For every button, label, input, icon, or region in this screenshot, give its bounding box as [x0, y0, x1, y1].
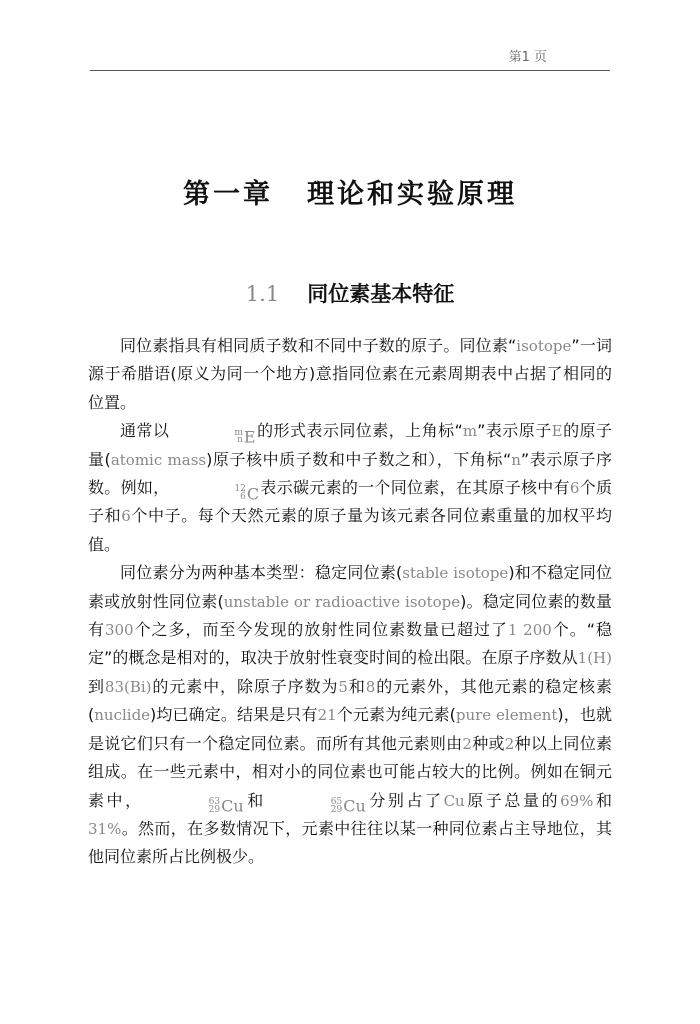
isotope-notation-copper-63: 63 29Cu	[208, 796, 244, 816]
paragraph-3: 同位素分为两种基本类型：稳定同位素(stable isotope)和不稳定同位素或放射性同位素(unstable or radioactive isotope)。稳定同位素的数量有300个之多，而至今发现的放射性同位素数量已超过了1 200个。“稳定”的概念是相对的，取决于放射性衰变时间的检出限。在原子序数从1(H)到83(Bi)的元素中，除原子序数为5和8的元素外，其他元素的稳定核素(nuclide)均已确定。结果是只有21个元素为纯元素(pure element)，也就是说它们只有一个稳定同位素。而所有其他元素则由2种或2种以上同位素组成。在一些元素中，相对小的同位素也可能占较大的比例。例如在铜元素中， 63 29Cu和 65 29Cu分别占了Cu原子总量的69%和31%。然而，在多数情况下，元素中往往以某一种同位素占主导地位，其他同位素所占比例极少。	[88, 563, 612, 867]
chapter-heading	[0, 172, 700, 211]
isotope-notation-copper-65: 65 29Cu	[330, 796, 366, 816]
page-number: 第1 页	[508, 50, 547, 65]
section-title: 同位素基本特征	[307, 282, 455, 306]
section-heading	[0, 278, 700, 308]
isotope-notation-carbon-12: 12 6C	[234, 484, 260, 504]
isotope-notation-general: m nE	[234, 427, 256, 447]
paragraph-1: 同位素指具有相同质子数和不同中子数的原子。同位素“isotope”一词源于希腊语(原义为同一个地方)意指同位素在元素周期表中占据了相同的位置。	[88, 336, 612, 412]
chapter-title: 理论和实验原理	[307, 179, 517, 210]
body-text	[88, 332, 612, 872]
section-number: 1.1	[245, 282, 280, 306]
chapter-label: 第一章	[183, 179, 273, 210]
page-header	[90, 44, 610, 71]
paragraph-2: 通常以 m nE的形式表示同位素，上角标“m”表示原子E的原子量(atomic mass)原子核中质子数和中子数之和），下角标“n”表示原子序数。例如， 12 6C表示碳元素的一个同位素，在其原子核中有6个质子和6个中子。每个天然元素的原子量为该元素各同位素重量的加权平均值。	[88, 421, 612, 554]
